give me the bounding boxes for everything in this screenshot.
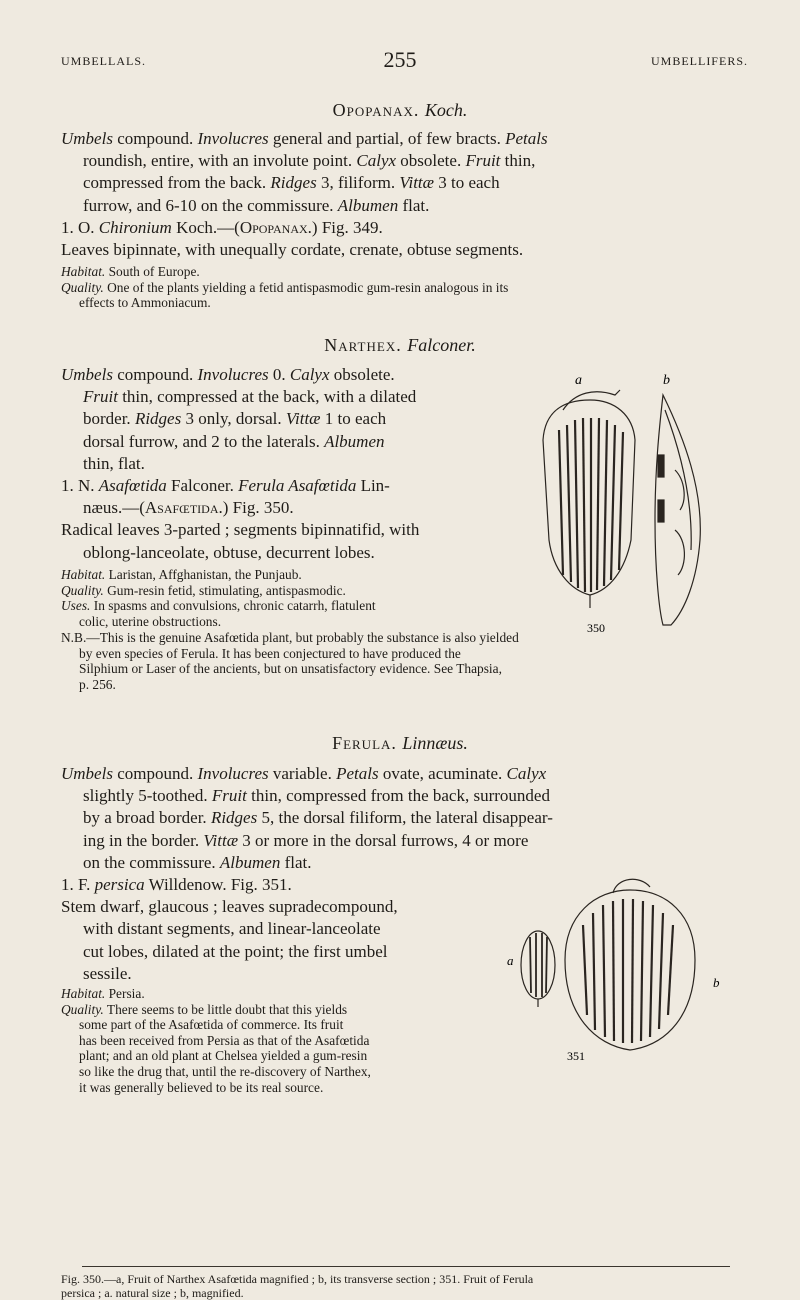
narthex-notes: Habitat. Laristan, Affghanistan, the Punjaub. Quality. Gum-resin fetid, stimulating, antispasmodic. Uses. In spasms and convulsions, chronic catarrh, flatulent colic, uterine obstructions. — [61, 567, 376, 629]
section-title-narthex — [0, 335, 800, 356]
running-head-left: UMBELLALS. — [61, 54, 146, 68]
genus-author: Falconer. — [407, 335, 476, 355]
fruit-b-section — [655, 395, 700, 625]
ferula-description: Umbels compound. Involucres variable. Petals ovate, acuminate. Calyx slightly 5-toothed. Fruit thin, compressed from the back, surrounded by a broad border. Ridges 5, the dorsal filiform, the lateral disappear- ing in the border. Vittæ 3 or more in the dorsal furrows, 4 or more on the commissure. Albumen flat. — [61, 764, 553, 872]
fruit-b-magnified — [565, 879, 695, 1050]
ferula-notes: Habitat. Persia. Quality. There seems to be little doubt that this yields some part of the Asafœtida of commerce. Its fruit has been received from Persia as that of the Asafœtida plant; and an old plant at Chelsea yielded a gum-resin so like the drug that, until the re-discovery of Narthex, it was generally believed to be its real source. — [61, 986, 371, 1095]
section-title-opopanax — [0, 100, 800, 121]
fruit-a-illustration — [543, 390, 635, 608]
genus-author: Linnæus. — [402, 733, 468, 753]
figure-number-351: 351 — [567, 1049, 585, 1063]
fig-label-a: a — [507, 953, 514, 968]
page-number: 255 — [383, 47, 417, 72]
fig-label-b: b — [713, 975, 720, 990]
opopanax-notes: Habitat. South of Europe. Quality. One of the plants yielding a fetid antispasmodic gum-resin analogous in its effects to Ammoniacum. — [61, 264, 509, 311]
figure-351 — [495, 865, 745, 1065]
species-line: 1. N. Asafœtida Falconer. Ferula Asafœtida Lin- — [61, 476, 390, 496]
running-head-right: UMBELLIFERS. — [650, 54, 748, 68]
opopanax-description: Umbels compound. Involucres general and partial, of few bracts. Petals roundish, entire, with an involute point. Calyx obsolete. Fruit thin, compressed from the back. Ridges 3, filiform. Vittæ 3 to each furrow, and 6-10 on the commissure. Albumen flat. 1. O. Chironium Koch.—(Opopanax.) Fig. 349. Leaves bipinnate, with unequally cordate, crenate, obtuse segments. — [61, 128, 741, 261]
genus-name: Narthex. — [324, 335, 402, 355]
genus-name: Ferula. — [332, 733, 397, 753]
fig-label-b: b — [663, 373, 670, 388]
narthex-description: Umbels compound. Involucres 0. Calyx obsolete. Fruit thin, compressed at the back, with a dilated border. Ridges 3 only, dorsal. Vittæ 1 to each dorsal furrow, and 2 to the laterals. Albumen thin, flat. 1. N. Asafœtida Falconer. Ferula Asafœtida Lin- næus.—(Asafœtida.) Fig. 350. Radical leaves 3-parted ; segments bipinnatifid, with oblong-lanceolate, obtuse, decurrent lobes. — [61, 364, 521, 564]
species-line: 1. F. persica Willdenow. Fig. 351. — [61, 875, 292, 894]
figure-350 — [535, 370, 745, 635]
figure-number-350: 350 — [587, 621, 605, 635]
ferula-species: 1. F. persica Willdenow. Fig. 351. Stem dwarf, glaucous ; leaves supradecompound, with distant segments, and linear-lanceolate cut lobes, dilated at the point; the first umbel sessile. — [61, 874, 521, 985]
figure-caption-footnote: Fig. 350.—a, Fruit of Narthex Asafœtida magnified ; b, its transverse section ; 351. Fruit of Ferula persica ; a. natural size ; b, magnified. — [61, 1272, 534, 1300]
genus-name: Opopanax. — [332, 100, 420, 120]
genus-author: Koch. — [424, 100, 468, 120]
section-title-ferula — [0, 733, 800, 754]
fig-label-a: a — [575, 373, 582, 388]
narthex-nb: N.B.—This is the genuine Asafœtida plant, but probably the substance is also yielded by even species of Ferula. It has been conjectured to have produced the Silphium or Laser of the ancients, but on unsatisfactory evidence. See Thapsia, p. 256. — [61, 630, 519, 692]
species-line: 1. O. Chironium Koch.—(Opopanax.) Fig. 349. — [61, 217, 383, 237]
fruit-a-natural-size — [521, 931, 555, 1007]
footnote-rule — [82, 1266, 730, 1267]
